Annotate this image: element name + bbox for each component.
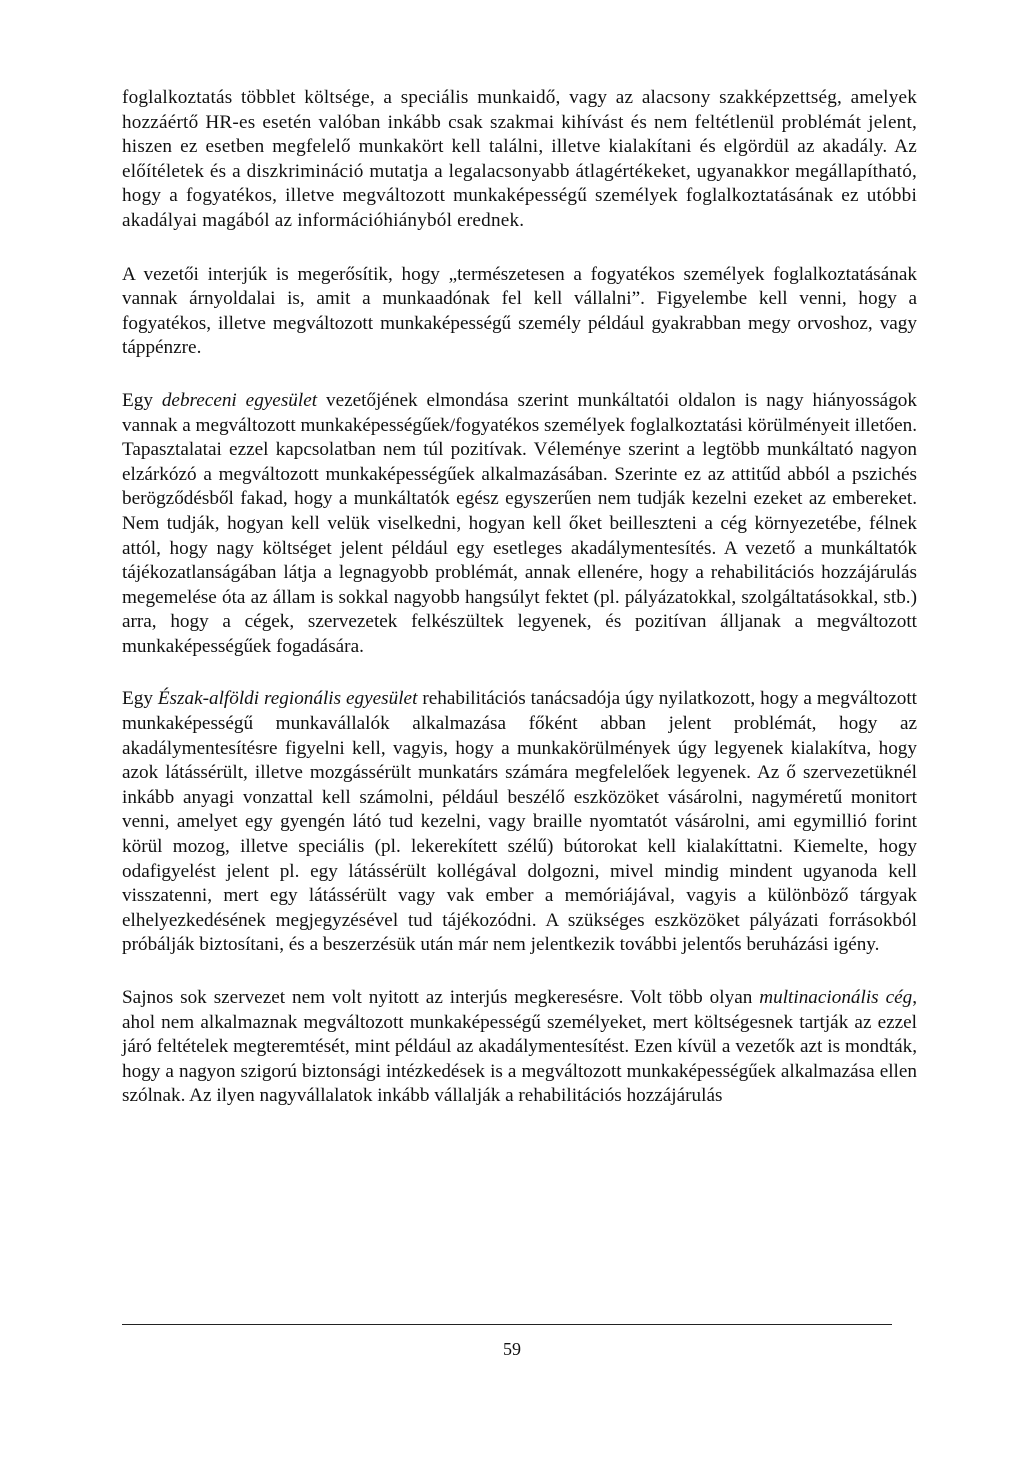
paragraph-4-body: rehabilitációs tanácsadója úgy nyilatkozott, hogy a megváltozott munkaképességű munkavállalók alkalmazása főként abban jelent problémát, hogy az akadálymentesítésre figyelni kell, vagyis, hogy a munkakörülmények úgy legyenek kialakítva, hogy azok látássérült, illetve mozgássérült munkatárs számára megfelelőek legyenek. Az ő szervezetüknél inkább anyagi vonzattal kell számolni, például beszélő eszközöket vásárolni, nagyméretű monitort venni, amelyet egy gyengén látó tud kezelni, vagy braille nyomtatót vásárolni, ami egymillió forint körül mozog, illetve speciális (pl. lekerekített szélű) bútorokat kell kialakíttatni. Kiemelte, hogy odafigyelést jelent pl. egy látássérült kollégával dolgozni, mivel mindig mindent ugyanoda kell visszatenni, mert egy látássérült vagy vak ember a memóriájával, vagyis a különböző tárgyak elhelyezkedésének megjegyzésével tud tájékozódni. A szükséges eszközöket pályázati forrásokból próbálják biztosítani, és a beszerzésük után már nem jelentkezik további jelentős beruházási igény.	[122, 688, 917, 956]
footer-rule	[122, 1324, 892, 1325]
page-number: 59	[503, 1339, 521, 1359]
paragraph-3-emphasis: debreceni egyesület	[161, 389, 318, 411]
paragraph-4-emphasis: Észak-alföldi regionális egyesület	[157, 688, 418, 710]
paragraph-3-lead: Egy	[122, 389, 162, 411]
paragraph-5-emphasis: multinacionális cég	[759, 987, 913, 1008]
paragraph-4-lead: Egy	[122, 688, 158, 710]
paragraph-5-body: , ahol nem alkalmaznak megváltozott munkaképességű személyeket, mert költségesnek tartják az ezzel járó feltételek megteremtését, mint például az akadálymentesítést. Ezen kívül a vezetők azt is mondták, hogy a nagyon szigorú biztonsági intézkedések is a megváltozott munkaképességűek alkalmazása ellen szólnak. Az ilyen nagyvállalatok inkább vállalják a rehabilitációs hozzájárulás	[122, 987, 917, 1107]
paragraph-3-body: vezetőjének elmondása szerint munkáltatói oldalon is nagy hiányosságok vannak a megváltozott munkaképességűek/fogyatékos személyek foglalkoztatási körülményeit illetően. Tapasztalatai ezzel kapcsolatban nem túl pozitívak. Véleménye szerint a legtöbb munkáltató nagyon elzárkózó a megváltozott munkaképességűek alkalmazásában. Szerinte ez az attitűd abból a pszichés berögződésből fakad, hogy a munkáltatók egész egyszerűen nem tudják kezelni ezeket az embereket. Nem tudják, hogyan kell velük viselkedni, hogyan kell őket beilleszteni a cég környezetébe, félnek attól, hogy nagy költséget jelent például egy esetleges akadálymentesítés. A vezető a munkáltatók tájékozatlanságában látja a legnagyobb problémát, annak ellenére, hogy a rehabilitációs hozzájárulás megemelése óta az állam is sokkal nagyobb hangsúlyt fektet (pl. pályázatokkal, szolgáltatásokkal, stb.) arra, hogy a cégek, szervezetek felkészültek legyenek, és pozitívan álljanak a megváltozott munkaképességűek fogadására.	[122, 389, 917, 657]
paragraph-4	[122, 687, 917, 958]
paragraph-5-lead: Sajnos sok szervezet nem volt nyitott az interjús megkeresésre. Volt több olyan	[122, 987, 760, 1008]
paragraph-1: foglalkoztatás többlet költsége, a speciális munkaidő, vagy az alacsony szakképzettség, amelyek hozzáértő HR-es esetén valóban inkább csak szakmai kihívást és nem feltétlenül problémát jelent, hiszen ez esetben megfelelő munkakört kell találni, illetve kialakítani és elgördül az akadály. Az előítéletek és a diszkrimináció mutatja a legalacsonyabb átlagértékeket, ugyanakkor megállapítható, hogy a fogyatékos, illetve megváltozott munkaképességű személyek foglalkoztatásának ez utóbbi akadályai magából az információhiányból erednek.	[122, 87, 917, 231]
paragraph-2: A vezetői interjúk is megerősítik, hogy „természetesen a fogyatékos személyek foglalkoztatásának vannak árnyoldalai is, amit a munkaadónak fel kell vállalni”. Figyelembe kell venni, hogy a fogyatékos, illetve megváltozott munkaképességű személy például gyakrabban megy orvoshoz, vagy táppénzre.	[122, 263, 917, 359]
paragraph-3	[122, 389, 917, 660]
page-body	[122, 86, 917, 1109]
paragraph-5	[122, 986, 917, 1109]
